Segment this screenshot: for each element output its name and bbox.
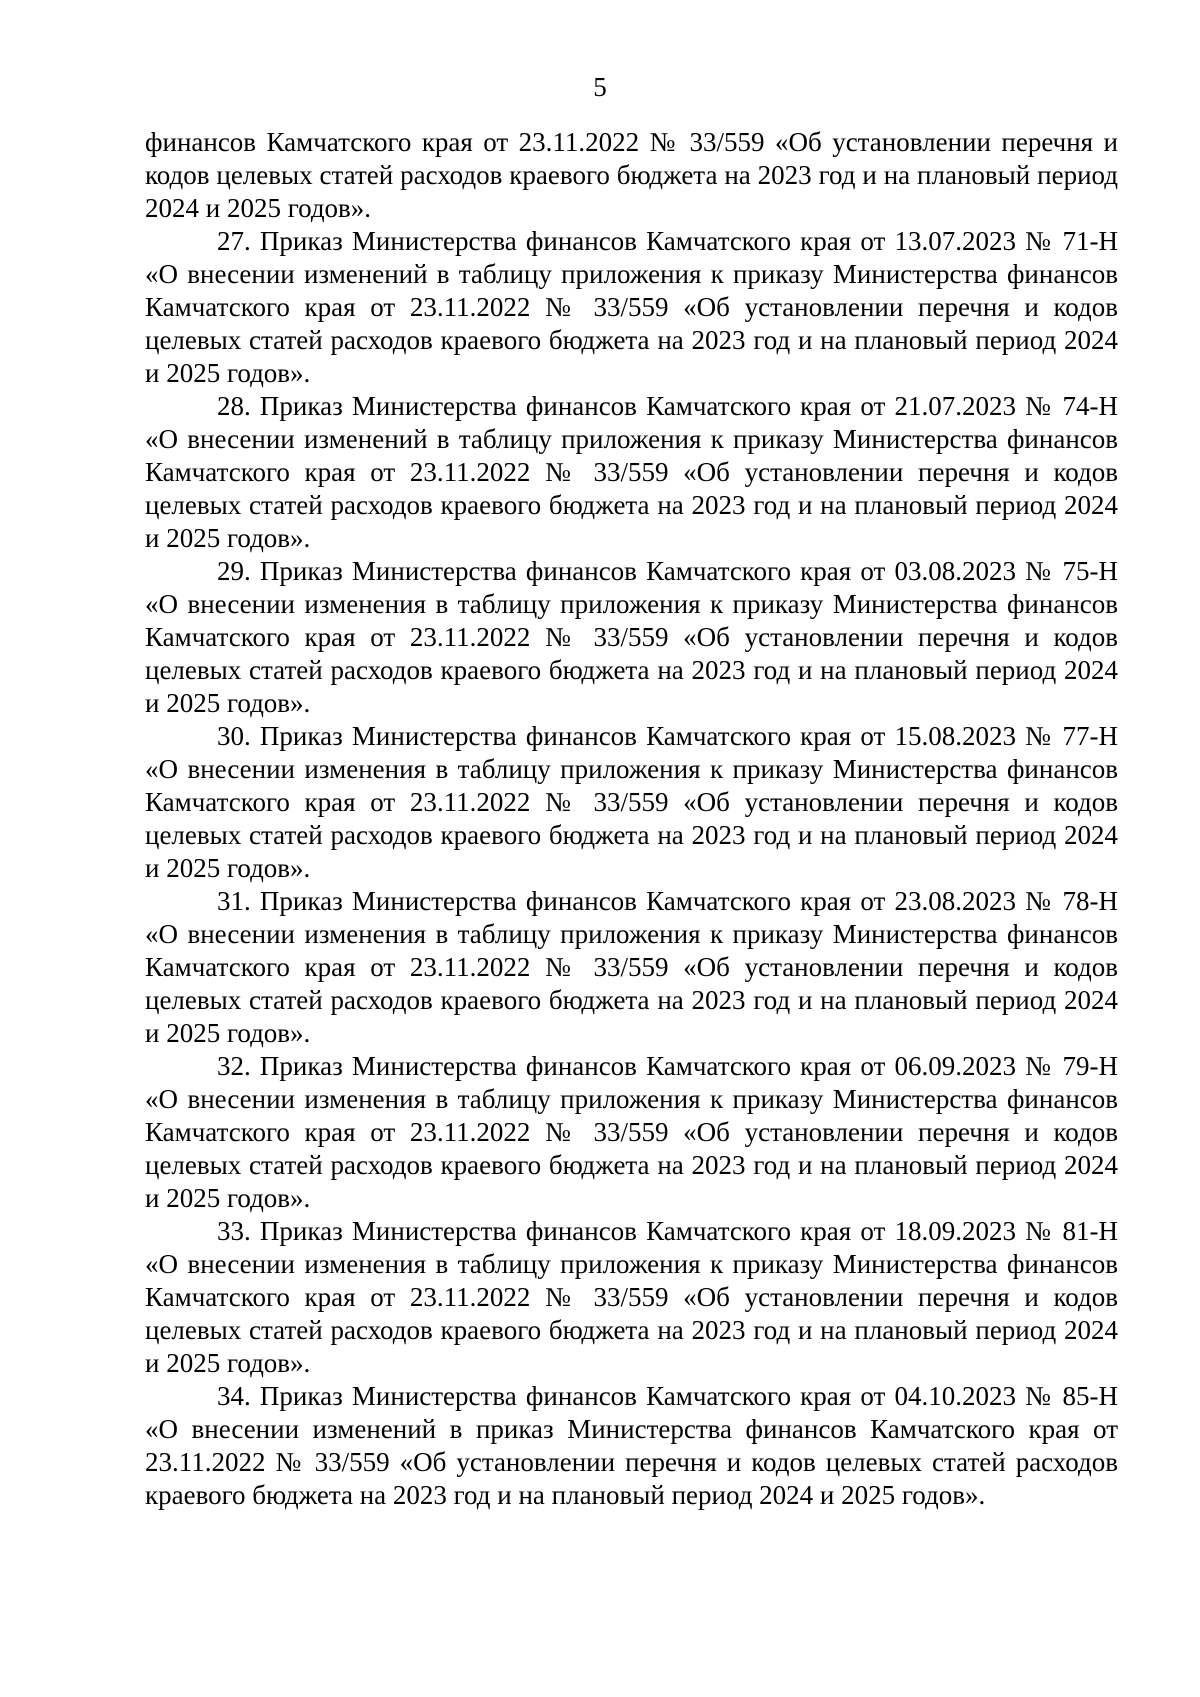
list-item-27: 27. Приказ Министерства финансов Камчатского края от 13.07.2023 № 71-Н «О внесении изменений в таблицу приложения к приказу Министерства финансов Камчатского края от 23.11.2022 № 33/559 «Об установлении перечня и кодов целевых статей расходов краевого бюджета на 2023 год и на плановый период 2024 и 2025 годов». (145, 226, 1118, 388)
list-item-34: 34. Приказ Министерства финансов Камчатского края от 04.10.2023 № 85-Н «О внесении изменений в приказ Министерства финансов Камчатского края от 23.11.2022 № 33/559 «Об установлении перечня и кодов целевых статей расходов краевого бюджета на 2023 год и на плановый период 2024 и 2025 годов». (145, 1381, 1118, 1510)
list-item-28: 28. Приказ Министерства финансов Камчатского края от 21.07.2023 № 74-Н «О внесении изменений в таблицу приложения к приказу Министерства финансов Камчатского края от 23.11.2022 № 33/559 «Об установлении перечня и кодов целевых статей расходов краевого бюджета на 2023 год и на плановый период 2024 и 2025 годов». (145, 391, 1118, 553)
list-item-31: 31. Приказ Министерства финансов Камчатского края от 23.08.2023 № 78-Н «О внесении изменения в таблицу приложения к приказу Министерства финансов Камчатского края от 23.11.2022 № 33/559 «Об установлении перечня и кодов целевых статей расходов краевого бюджета на 2023 год и на плановый период 2024 и 2025 годов». (145, 886, 1118, 1048)
list-item-33: 33. Приказ Министерства финансов Камчатского края от 18.09.2023 № 81-Н «О внесении изменения в таблицу приложения к приказу Министерства финансов Камчатского края от 23.11.2022 № 33/559 «Об установлении перечня и кодов целевых статей расходов краевого бюджета на 2023 год и на плановый период 2024 и 2025 годов». (145, 1216, 1118, 1378)
document-body (145, 126, 1118, 1512)
page-number: 5 (593, 72, 607, 102)
continuation-paragraph: финансов Камчатского края от 23.11.2022 № 33/559 «Об установлении перечня и кодов целевых статей расходов краевого бюджета на 2023 год и на плановый период 2024 и 2025 годов». (145, 127, 1118, 223)
list-item-29: 29. Приказ Министерства финансов Камчатского края от 03.08.2023 № 75-Н «О внесении изменения в таблицу приложения к приказу Министерства финансов Камчатского края от 23.11.2022 № 33/559 «Об установлении перечня и кодов целевых статей расходов краевого бюджета на 2023 год и на плановый период 2024 и 2025 годов». (145, 556, 1118, 718)
list-item-32: 32. Приказ Министерства финансов Камчатского края от 06.09.2023 № 79-Н «О внесении изменения в таблицу приложения к приказу Министерства финансов Камчатского края от 23.11.2022 № 33/559 «Об установлении перечня и кодов целевых статей расходов краевого бюджета на 2023 год и на плановый период 2024 и 2025 годов». (145, 1051, 1118, 1213)
list-item-30: 30. Приказ Министерства финансов Камчатского края от 15.08.2023 № 77-Н «О внесении изменения в таблицу приложения к приказу Министерства финансов Камчатского края от 23.11.2022 № 33/559 «Об установлении перечня и кодов целевых статей расходов краевого бюджета на 2023 год и на плановый период 2024 и 2025 годов». (145, 721, 1118, 883)
